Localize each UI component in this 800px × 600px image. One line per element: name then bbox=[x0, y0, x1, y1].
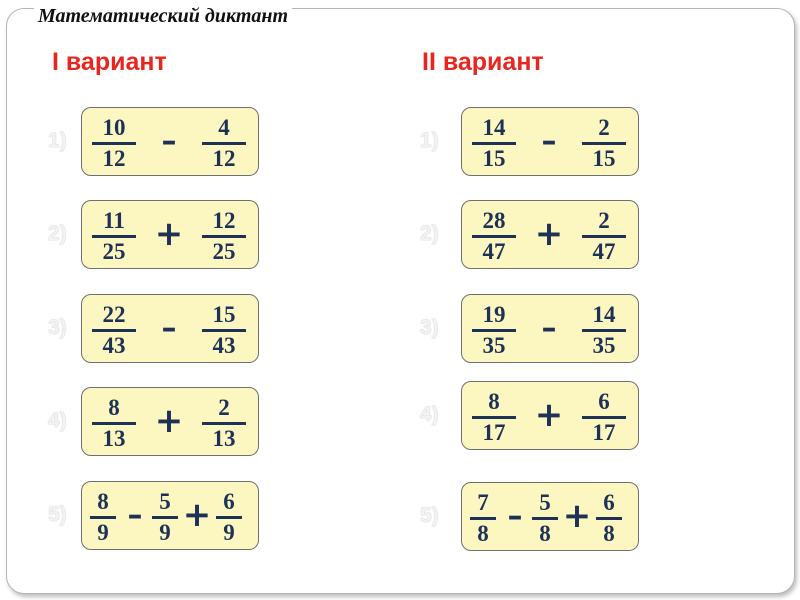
fraction-a-bar bbox=[472, 235, 516, 238]
fraction-b-numerator: 5 bbox=[539, 490, 551, 515]
fraction-a-numerator: 19 bbox=[482, 302, 506, 327]
fraction-b bbox=[532, 491, 558, 546]
fraction-a bbox=[472, 209, 516, 264]
fraction-b-bar bbox=[202, 235, 246, 238]
fraction-a bbox=[90, 490, 116, 545]
fraction-a-bar bbox=[90, 516, 116, 519]
fraction-b-denominator: 15 bbox=[592, 146, 616, 171]
fraction-b-numerator: 6 bbox=[598, 389, 610, 414]
operator: + bbox=[154, 401, 184, 441]
fraction-b-bar bbox=[532, 517, 558, 520]
fraction-c-denominator: 8 bbox=[603, 521, 615, 546]
fraction-b-denominator: 47 bbox=[592, 239, 616, 264]
fraction-b-bar bbox=[582, 329, 626, 332]
fraction-c-bar bbox=[596, 517, 622, 520]
fraction-c bbox=[596, 491, 622, 546]
fraction-a bbox=[92, 303, 136, 358]
fraction-b bbox=[152, 490, 178, 545]
fraction-a-bar bbox=[92, 422, 136, 425]
task-number: 4) bbox=[48, 409, 67, 432]
fraction-a-denominator: 9 bbox=[97, 520, 109, 545]
fraction-a bbox=[472, 390, 516, 445]
fraction-a-denominator: 17 bbox=[482, 420, 506, 445]
task-number: 3) bbox=[48, 316, 67, 339]
page-title: Математический диктант bbox=[34, 5, 292, 28]
fraction-a-bar bbox=[92, 329, 136, 332]
fraction-a bbox=[92, 396, 136, 451]
fraction-b bbox=[202, 303, 246, 358]
operator: + bbox=[154, 214, 184, 254]
operator-2: + bbox=[562, 496, 592, 536]
fraction-b bbox=[202, 209, 246, 264]
fraction-a-denominator: 35 bbox=[482, 333, 506, 358]
fraction-b-bar bbox=[202, 142, 246, 145]
fraction-a-numerator: 8 bbox=[108, 395, 120, 420]
fraction-b bbox=[582, 390, 626, 445]
fraction-b-denominator: 9 bbox=[159, 520, 171, 545]
task-number: 1) bbox=[420, 129, 439, 152]
task-number: 2) bbox=[48, 222, 67, 245]
variant-1-title: I вариант bbox=[52, 48, 167, 76]
fraction-c-numerator: 6 bbox=[603, 490, 615, 515]
task-box-v1-3 bbox=[81, 294, 259, 363]
task-number: 5) bbox=[48, 503, 67, 526]
fraction-a bbox=[92, 116, 136, 171]
fraction-b-denominator: 12 bbox=[212, 146, 236, 171]
fraction-a-denominator: 13 bbox=[102, 426, 126, 451]
fraction-b-denominator: 17 bbox=[592, 420, 616, 445]
fraction-b-denominator: 43 bbox=[212, 333, 236, 358]
fraction-a-denominator: 43 bbox=[102, 333, 126, 358]
fraction-b-bar bbox=[582, 235, 626, 238]
fraction-c-bar bbox=[216, 516, 242, 519]
operator: + bbox=[534, 214, 564, 254]
task-box-v1-1 bbox=[81, 107, 259, 176]
fraction-c-numerator: 6 bbox=[223, 489, 235, 514]
task-number: 1) bbox=[48, 129, 67, 152]
fraction-c bbox=[216, 490, 242, 545]
task-number: 5) bbox=[420, 504, 439, 527]
operator: – bbox=[541, 124, 557, 159]
fraction-a-bar bbox=[92, 235, 136, 238]
task-box-v2-4 bbox=[461, 381, 639, 450]
fraction-a-numerator: 7 bbox=[477, 490, 489, 515]
fraction-b-numerator: 4 bbox=[218, 115, 230, 140]
fraction-b-bar bbox=[152, 516, 178, 519]
task-number: 4) bbox=[420, 403, 439, 426]
fraction-a-denominator: 8 bbox=[477, 521, 489, 546]
task-box-v2-3 bbox=[461, 294, 639, 363]
fraction-a-numerator: 8 bbox=[97, 489, 109, 514]
operator: – bbox=[161, 311, 177, 346]
fraction-a-bar bbox=[470, 517, 496, 520]
operator-1: – bbox=[507, 499, 523, 534]
fraction-a-numerator: 28 bbox=[482, 208, 506, 233]
task-box-v2-5 bbox=[461, 482, 639, 551]
fraction-b-numerator: 2 bbox=[218, 395, 230, 420]
operator: – bbox=[541, 311, 557, 346]
fraction-b bbox=[582, 303, 626, 358]
fraction-b-numerator: 15 bbox=[212, 302, 236, 327]
fraction-a-numerator: 10 bbox=[102, 115, 126, 140]
fraction-a-numerator: 22 bbox=[102, 302, 126, 327]
fraction-a-bar bbox=[92, 142, 136, 145]
fraction-a-bar bbox=[472, 416, 516, 419]
fraction-a-numerator: 8 bbox=[488, 389, 500, 414]
fraction-b-denominator: 13 bbox=[212, 426, 236, 451]
fraction-b-bar bbox=[202, 329, 246, 332]
fraction-b-numerator: 2 bbox=[598, 115, 610, 140]
operator-2: + bbox=[182, 495, 212, 535]
fraction-a-numerator: 14 bbox=[482, 115, 506, 140]
fraction-b bbox=[202, 396, 246, 451]
fraction-b-numerator: 2 bbox=[598, 208, 610, 233]
fraction-b-bar bbox=[202, 422, 246, 425]
operator: – bbox=[161, 124, 177, 159]
fraction-b bbox=[582, 209, 626, 264]
task-box-v2-2 bbox=[461, 200, 639, 269]
fraction-a bbox=[472, 116, 516, 171]
fraction-b-denominator: 35 bbox=[592, 333, 616, 358]
fraction-b-denominator: 8 bbox=[539, 521, 551, 546]
fraction-a-bar bbox=[472, 329, 516, 332]
fraction-a-numerator: 11 bbox=[103, 208, 125, 233]
variant-2-title: II вариант bbox=[422, 48, 544, 76]
fraction-b-numerator: 12 bbox=[212, 208, 236, 233]
fraction-b-denominator: 25 bbox=[212, 239, 236, 264]
task-number: 3) bbox=[420, 316, 439, 339]
fraction-a-denominator: 25 bbox=[102, 239, 126, 264]
fraction-c-denominator: 9 bbox=[223, 520, 235, 545]
task-box-v1-2 bbox=[81, 200, 259, 269]
task-box-v2-1 bbox=[461, 107, 639, 176]
operator-1: – bbox=[127, 498, 143, 533]
fraction-a-denominator: 12 bbox=[102, 146, 126, 171]
task-number: 2) bbox=[420, 222, 439, 245]
fraction-a bbox=[470, 491, 496, 546]
fraction-a-bar bbox=[472, 142, 516, 145]
task-box-v1-5 bbox=[81, 481, 259, 550]
fraction-b bbox=[582, 116, 626, 171]
task-box-v1-4 bbox=[81, 387, 259, 456]
fraction-a-denominator: 15 bbox=[482, 146, 506, 171]
fraction-b-bar bbox=[582, 416, 626, 419]
fraction-b-numerator: 5 bbox=[159, 489, 171, 514]
fraction-a-denominator: 47 bbox=[482, 239, 506, 264]
fraction-b bbox=[202, 116, 246, 171]
fraction-b-bar bbox=[582, 142, 626, 145]
fraction-a bbox=[472, 303, 516, 358]
fraction-b-numerator: 14 bbox=[592, 302, 616, 327]
operator: + bbox=[534, 395, 564, 435]
fraction-a bbox=[92, 209, 136, 264]
